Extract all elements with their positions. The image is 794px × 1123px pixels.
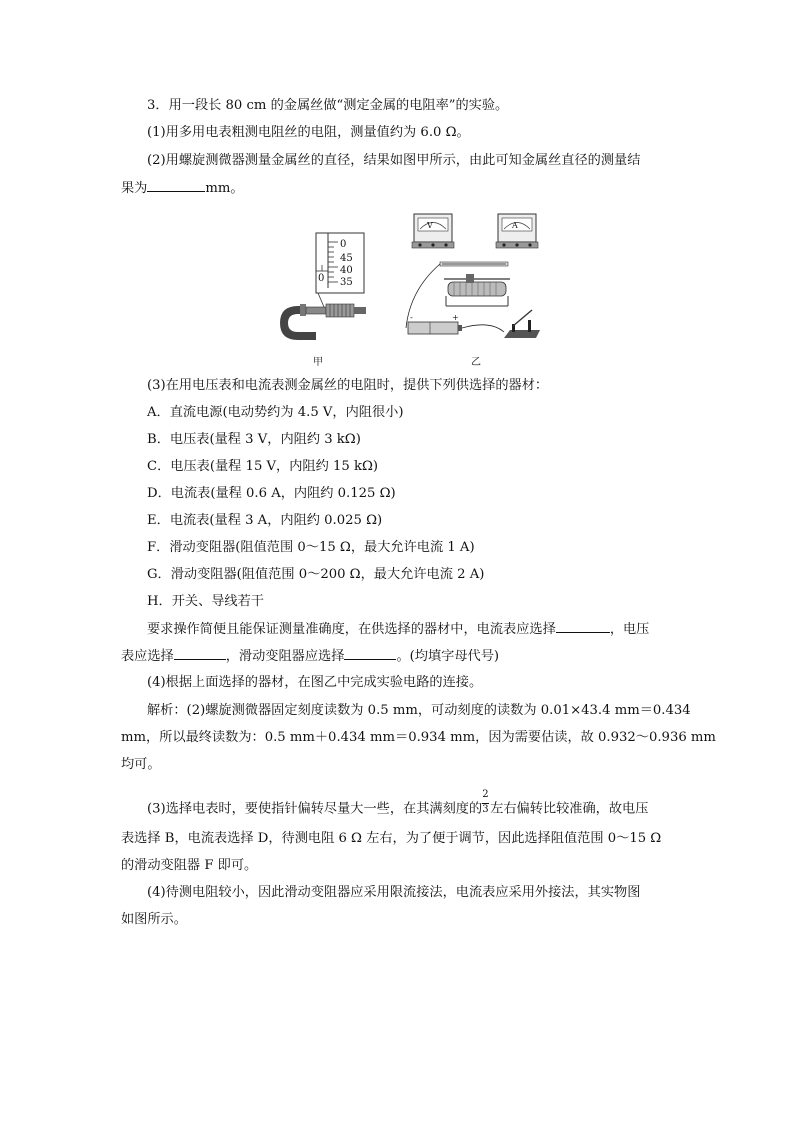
- part-4: (4)根据上面选择的器材，在图乙中完成实验电路的连接。: [147, 675, 483, 690]
- part-1: (1)用多用电表粗测电阻丝的电阻，测量值约为 6.0 Ω。: [147, 125, 470, 140]
- fixed-scale-zero: 0: [318, 273, 325, 284]
- requirement-line-2: [121, 647, 499, 666]
- option-f: F．滑动变阻器(阻值范围 0～15 Ω，最大允许电流 1 A): [147, 540, 475, 555]
- figure-caption-a: 甲: [313, 357, 323, 368]
- analysis-2-line-3: 均可。: [121, 757, 161, 772]
- figure-micrometer: [276, 228, 376, 346]
- fraction-numerator: 2: [482, 789, 489, 800]
- svg-text:-: -: [410, 313, 413, 322]
- scale-label-0: 0: [340, 239, 347, 250]
- voltmeter-symbol: V: [427, 221, 433, 230]
- figure-circuit-apparatus: [400, 210, 550, 348]
- svg-text:+: +: [452, 313, 459, 322]
- scale-label-40: 40: [340, 265, 353, 276]
- analysis-3-tail: 左右偏转比较准确，故电压: [490, 801, 649, 817]
- fraction-two-thirds: [482, 789, 490, 818]
- voltmeter-answer-blank: [174, 647, 226, 660]
- analysis-3-text: (3)选择电表时，要使指针偏转尽量大一些，在其满刻度的: [147, 801, 483, 817]
- rheostat-answer-blank: [344, 647, 396, 660]
- requirement-tail: ，电压: [609, 622, 650, 637]
- option-b: B．电压表(量程 3 V，内阻约 3 kΩ): [147, 432, 361, 447]
- scale-label-35: 35: [340, 277, 353, 288]
- ammeter-symbol: A: [512, 221, 518, 230]
- part-3-intro: (3)在用电压表和电流表测金属丝的电阻时，提供下列供选择的器材：: [147, 378, 549, 393]
- diameter-answer-blank: [147, 179, 205, 192]
- requirement-note: 。(均填字母代号): [396, 649, 500, 664]
- question-title: 3．用一段长 80 cm 的金属丝做“测定金属的电阻率”的实验。: [147, 98, 509, 113]
- analysis-4-line-1: (4)待测电阻较小，因此滑动变阻器应采用限流接法，电流表应采用外接法，其实物图: [147, 885, 641, 900]
- analysis-3-line-2: 表选择 B，电流表选择 D，待测电阻 6 Ω 左右，为了便于调节，因此选择阻值范围 0～15 Ω: [121, 831, 662, 846]
- fraction-denominator: 3: [482, 804, 489, 815]
- part-2-line-2: [121, 179, 244, 198]
- requirement-text: 要求操作简便且能保证测量准确度，在供选择的器材中，电流表应选择: [147, 622, 556, 637]
- analysis-2-line-1: 解析：(2)螺旋测微器固定刻度读数为 0.5 mm，可动刻度的读数为 0.01×43.4 mm＝0.434: [147, 703, 691, 718]
- ammeter-answer-blank: [556, 620, 610, 633]
- requirement-line-1: [147, 620, 649, 639]
- option-h: H．开关、导线若干: [147, 594, 264, 609]
- figure-caption-b: 乙: [471, 357, 481, 368]
- option-c: C．电压表(量程 15 V，内阻约 15 kΩ): [147, 459, 379, 474]
- voltmeter-prompt: 表应选择: [121, 649, 174, 664]
- part-2-unit: mm。: [205, 181, 244, 196]
- rheostat-prompt: ，滑动变阻器应选择: [225, 649, 345, 664]
- option-d: D．电流表(量程 0.6 A，内阻约 0.125 Ω): [147, 486, 396, 501]
- option-e: E．电流表(量程 3 A，内阻约 0.025 Ω): [147, 513, 383, 528]
- option-a: A．直流电源(电动势约为 4.5 V，内阻很小): [147, 405, 404, 420]
- part-2-line-1: (2)用螺旋测微器测量金属丝的直径，结果如图甲所示，由此可知金属丝直径的测量结: [147, 153, 641, 168]
- analysis-3-line-1: [147, 789, 649, 819]
- option-g: G．滑动变阻器(阻值范围 0～200 Ω，最大允许电流 2 A): [147, 567, 485, 582]
- analysis-3-line-3: 的滑动变阻器 F 即可。: [121, 858, 258, 873]
- analysis-4-line-2: 如图所示。: [121, 912, 187, 927]
- scale-label-45: 45: [340, 253, 353, 264]
- part-2-prefix: 果为: [121, 181, 148, 196]
- analysis-2-line-2: mm，所以最终读数为：0.5 mm＋0.434 mm＝0.934 mm，因为需要估读，故 0.932～0.936 mm: [121, 730, 716, 745]
